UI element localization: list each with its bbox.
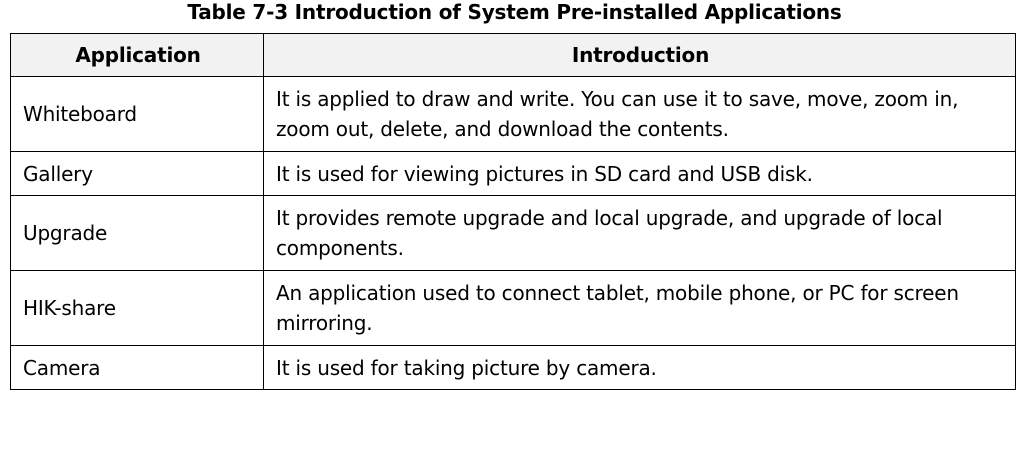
table-header-row [11, 34, 1016, 77]
header-application: Application [11, 34, 264, 77]
cell-application: Upgrade [11, 196, 264, 271]
table-row-whiteboard [11, 77, 1016, 152]
cell-introduction: It is used for taking picture by camera. [264, 346, 1016, 390]
table-caption: Table 7-3 Introduction of System Pre-installed Applications [187, 0, 842, 24]
table-row-upgrade [11, 196, 1016, 271]
table-row-camera [11, 346, 1016, 390]
header-introduction: Introduction [264, 34, 1016, 77]
applications-table [10, 33, 1016, 390]
cell-application: Camera [11, 346, 264, 390]
cell-introduction: An application used to connect tablet, mobile phone, or PC for screen mirroring. [264, 271, 1016, 346]
table-row-hik-share [11, 271, 1016, 346]
cell-introduction: It is used for viewing pictures in SD card and USB disk. [264, 152, 1016, 196]
cell-application: Gallery [11, 152, 264, 196]
cell-application: Whiteboard [11, 77, 264, 152]
cell-introduction: It provides remote upgrade and local upgrade, and upgrade of local components. [264, 196, 1016, 271]
table-row-gallery [11, 152, 1016, 196]
cell-application: HIK-share [11, 271, 264, 346]
cell-introduction: It is applied to draw and write. You can use it to save, move, zoom in, zoom out, delete, and download the contents. [264, 77, 1016, 152]
